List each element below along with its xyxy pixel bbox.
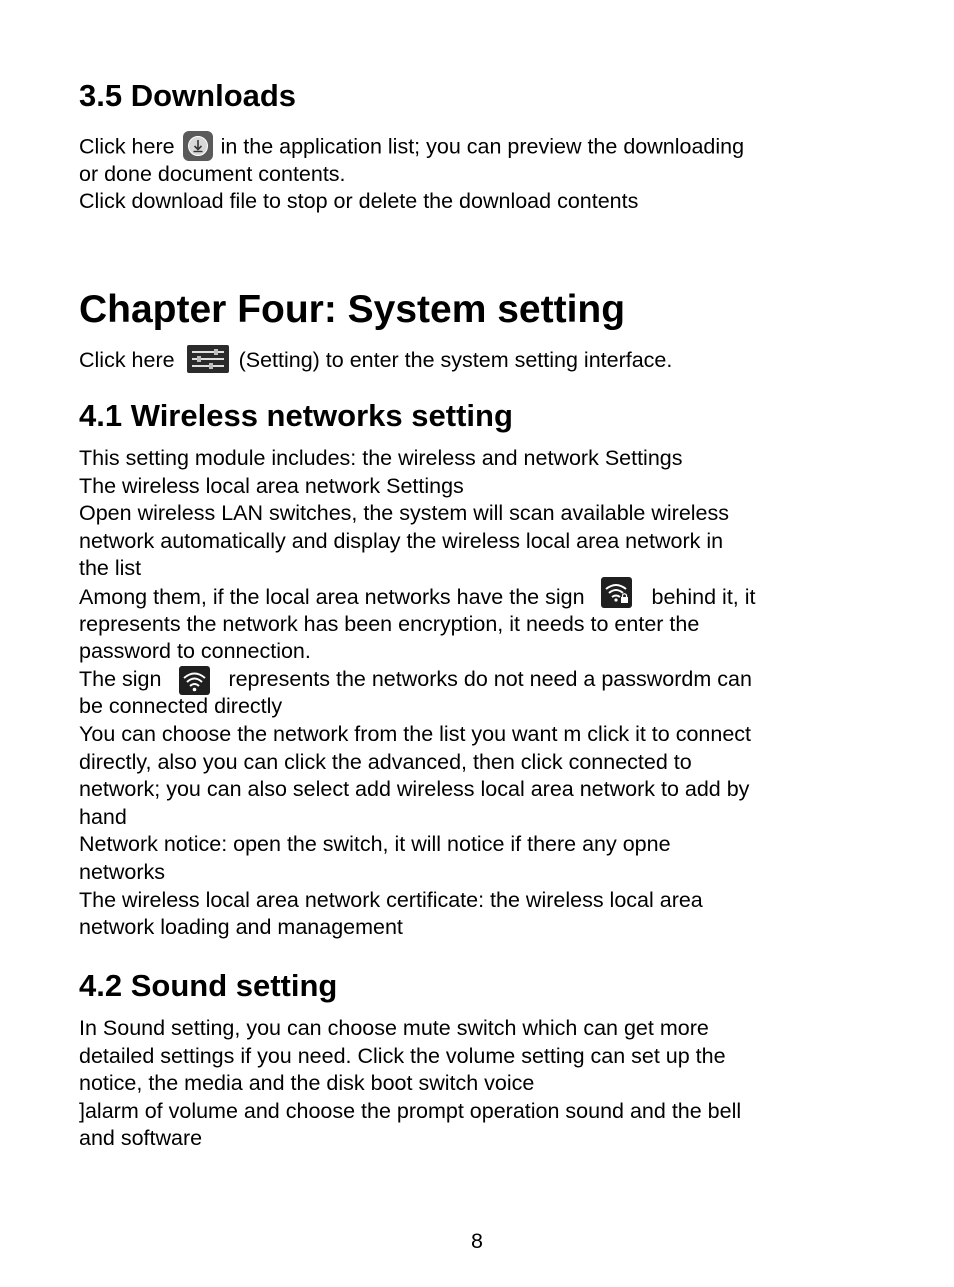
text-line: The wireless local area network Settings (79, 473, 464, 498)
text-line: In Sound setting, you can choose mute switch which can get more (79, 1016, 709, 1040)
text-line (79, 347, 869, 375)
text-line: Open wireless LAN switches, the system will scan available wireless (79, 501, 730, 526)
page-number: 8 (471, 1229, 483, 1253)
text-span: (Setting) to enter the system setting interface. (238, 348, 673, 372)
text-line: network; you can also select add wireless local area network to add by (79, 777, 750, 802)
text-line: detailed settings if you need. Click the volume setting can set up the (79, 1043, 726, 1068)
chapter-heading: Chapter Four: System setting (79, 288, 626, 331)
wifi-icon (179, 666, 210, 695)
text-span: behind it, it (651, 585, 756, 610)
text-line: Network notice: open the switch, it will notice if there any opne (79, 832, 671, 857)
text-line: and software (79, 1126, 203, 1151)
text-line: You can choose the network from the list you want m click it to connect (79, 721, 752, 746)
text-line: the list (79, 556, 142, 581)
text-span: The sign (79, 666, 162, 691)
text-line (79, 666, 869, 694)
text-line: or done document contents. (79, 161, 346, 186)
downloads-body (79, 133, 869, 216)
text-line: ]alarm of volume and choose the prompt operation sound and the bell (79, 1098, 742, 1123)
text-span: Among them, if the local area networks have the sign (79, 585, 585, 610)
text-line: networks (79, 859, 166, 884)
text-line: network automatically and display the wireless local area network in (79, 528, 724, 553)
text-line: network loading and management (79, 915, 403, 940)
text-span: in the application list; you can preview the downloading (220, 134, 745, 159)
section-heading-sound: 4.2 Sound setting (79, 968, 338, 1003)
settings-icon (187, 345, 229, 373)
text-span: Click here (79, 134, 175, 159)
section-heading-downloads: 3.5 Downloads (79, 78, 297, 113)
text-line: represents the network has been encryption, it needs to enter the (79, 611, 700, 636)
text-line: Click download file to stop or delete the download contents (79, 189, 639, 214)
text-line: This setting module includes: the wireless and network Settings (79, 446, 683, 470)
text-line (79, 583, 869, 611)
text-span: Click here (79, 348, 175, 372)
section-heading-wireless: 4.1 Wireless networks setting (79, 398, 513, 433)
wireless-body (79, 445, 869, 942)
download-icon (183, 131, 213, 161)
sound-body (79, 1015, 869, 1153)
wifi-lock-icon (601, 577, 632, 608)
text-line: password to connection. (79, 639, 311, 664)
text-line: directly, also you can click the advanced, then click connected to (79, 749, 692, 774)
text-span: represents the networks do not need a passwordm can (228, 666, 752, 691)
text-line: The wireless local area network certificate: the wireless local area (79, 887, 703, 912)
text-line: notice, the media and the disk boot switch voice (79, 1071, 535, 1096)
text-line: be connected directly (79, 694, 283, 719)
text-line: hand (79, 804, 127, 829)
chapter-intro (79, 347, 869, 375)
text-line (79, 133, 869, 161)
